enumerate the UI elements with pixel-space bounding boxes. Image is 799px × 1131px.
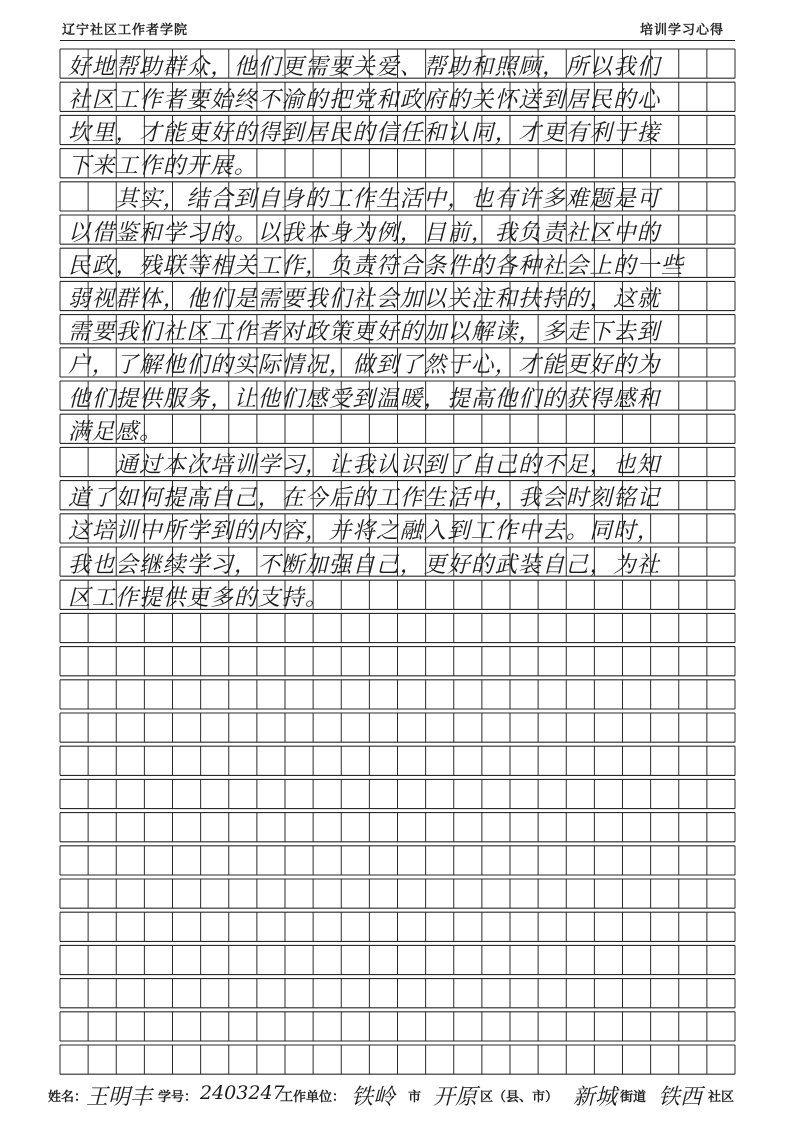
text-line: 其实，结合到自身的工作生活中，也有许多难题是可 — [68, 186, 661, 213]
text-line: 下来工作的开展。 — [68, 153, 258, 180]
header-right-title: 培训学习心得 — [639, 23, 724, 38]
text-line: 社区工作者要始终不渝的把党和政府的关怀送到居民的心 — [68, 86, 661, 113]
id-value: 2403247 — [200, 1082, 285, 1104]
text-line: 以借鉴和学习的。以我本身为例，目前，我负责社区中的 — [68, 219, 661, 246]
text-line: 我也会继续学习，不断加强自己，更好的武装自己，为社 — [68, 551, 661, 578]
text-line: 坎里，才能更好的得到居民的信任和认同，才更有利于接 — [68, 119, 661, 146]
district-suffix: 区（县、市） — [480, 1090, 559, 1105]
name-label: 姓名： — [48, 1090, 88, 1105]
city-value: 铁岭 — [351, 1085, 396, 1110]
text-line: 户，了解他们的实际情况，做到了然于心，才能更好的为 — [68, 352, 661, 379]
text-line: 这培训中所学到的内容，并将之融入到工作中去。同时， — [68, 518, 661, 545]
text-line: 好地帮助群众，他们更需要关爱、帮助和照顾，所以我们 — [68, 53, 661, 80]
text-line: 民政，残联等相关工作，负责符合条件的各种社会上的一些 — [68, 252, 685, 279]
text-line: 区工作提供更多的支持。 — [68, 584, 329, 611]
text-line: 道了如何提高自己，在今后的工作生活中，我会时刻铭记 — [68, 485, 661, 512]
street-value: 新城 — [573, 1085, 618, 1110]
text-line: 需要我们社区工作者对政策更好的加以解读，多走下去到 — [68, 319, 661, 346]
footer — [48, 1080, 748, 1110]
district-value: 开原 — [433, 1085, 478, 1110]
street-suffix: 街道 — [620, 1090, 647, 1105]
text-line: 通过本次培训学习，让我认识到了自己的不足，也知 — [68, 451, 661, 478]
text-line: 满足感。 — [68, 418, 163, 445]
text-line: 他们提供服务，让他们感受到温暖，提高他们的获得感和 — [68, 385, 661, 412]
id-label: 学号： — [158, 1090, 198, 1105]
text-line: 弱视群体，他们是需要我们社会加以关注和扶持的，这就 — [68, 285, 661, 312]
unit-label: 工作单位： — [280, 1090, 346, 1105]
community-value: 铁西 — [658, 1085, 703, 1110]
name-value: 王明丰 — [86, 1085, 153, 1110]
community-suffix: 社区 — [708, 1090, 735, 1105]
city-suffix: 市 — [408, 1090, 422, 1105]
header-left-title: 辽宁社区工作者学院 — [62, 23, 189, 38]
